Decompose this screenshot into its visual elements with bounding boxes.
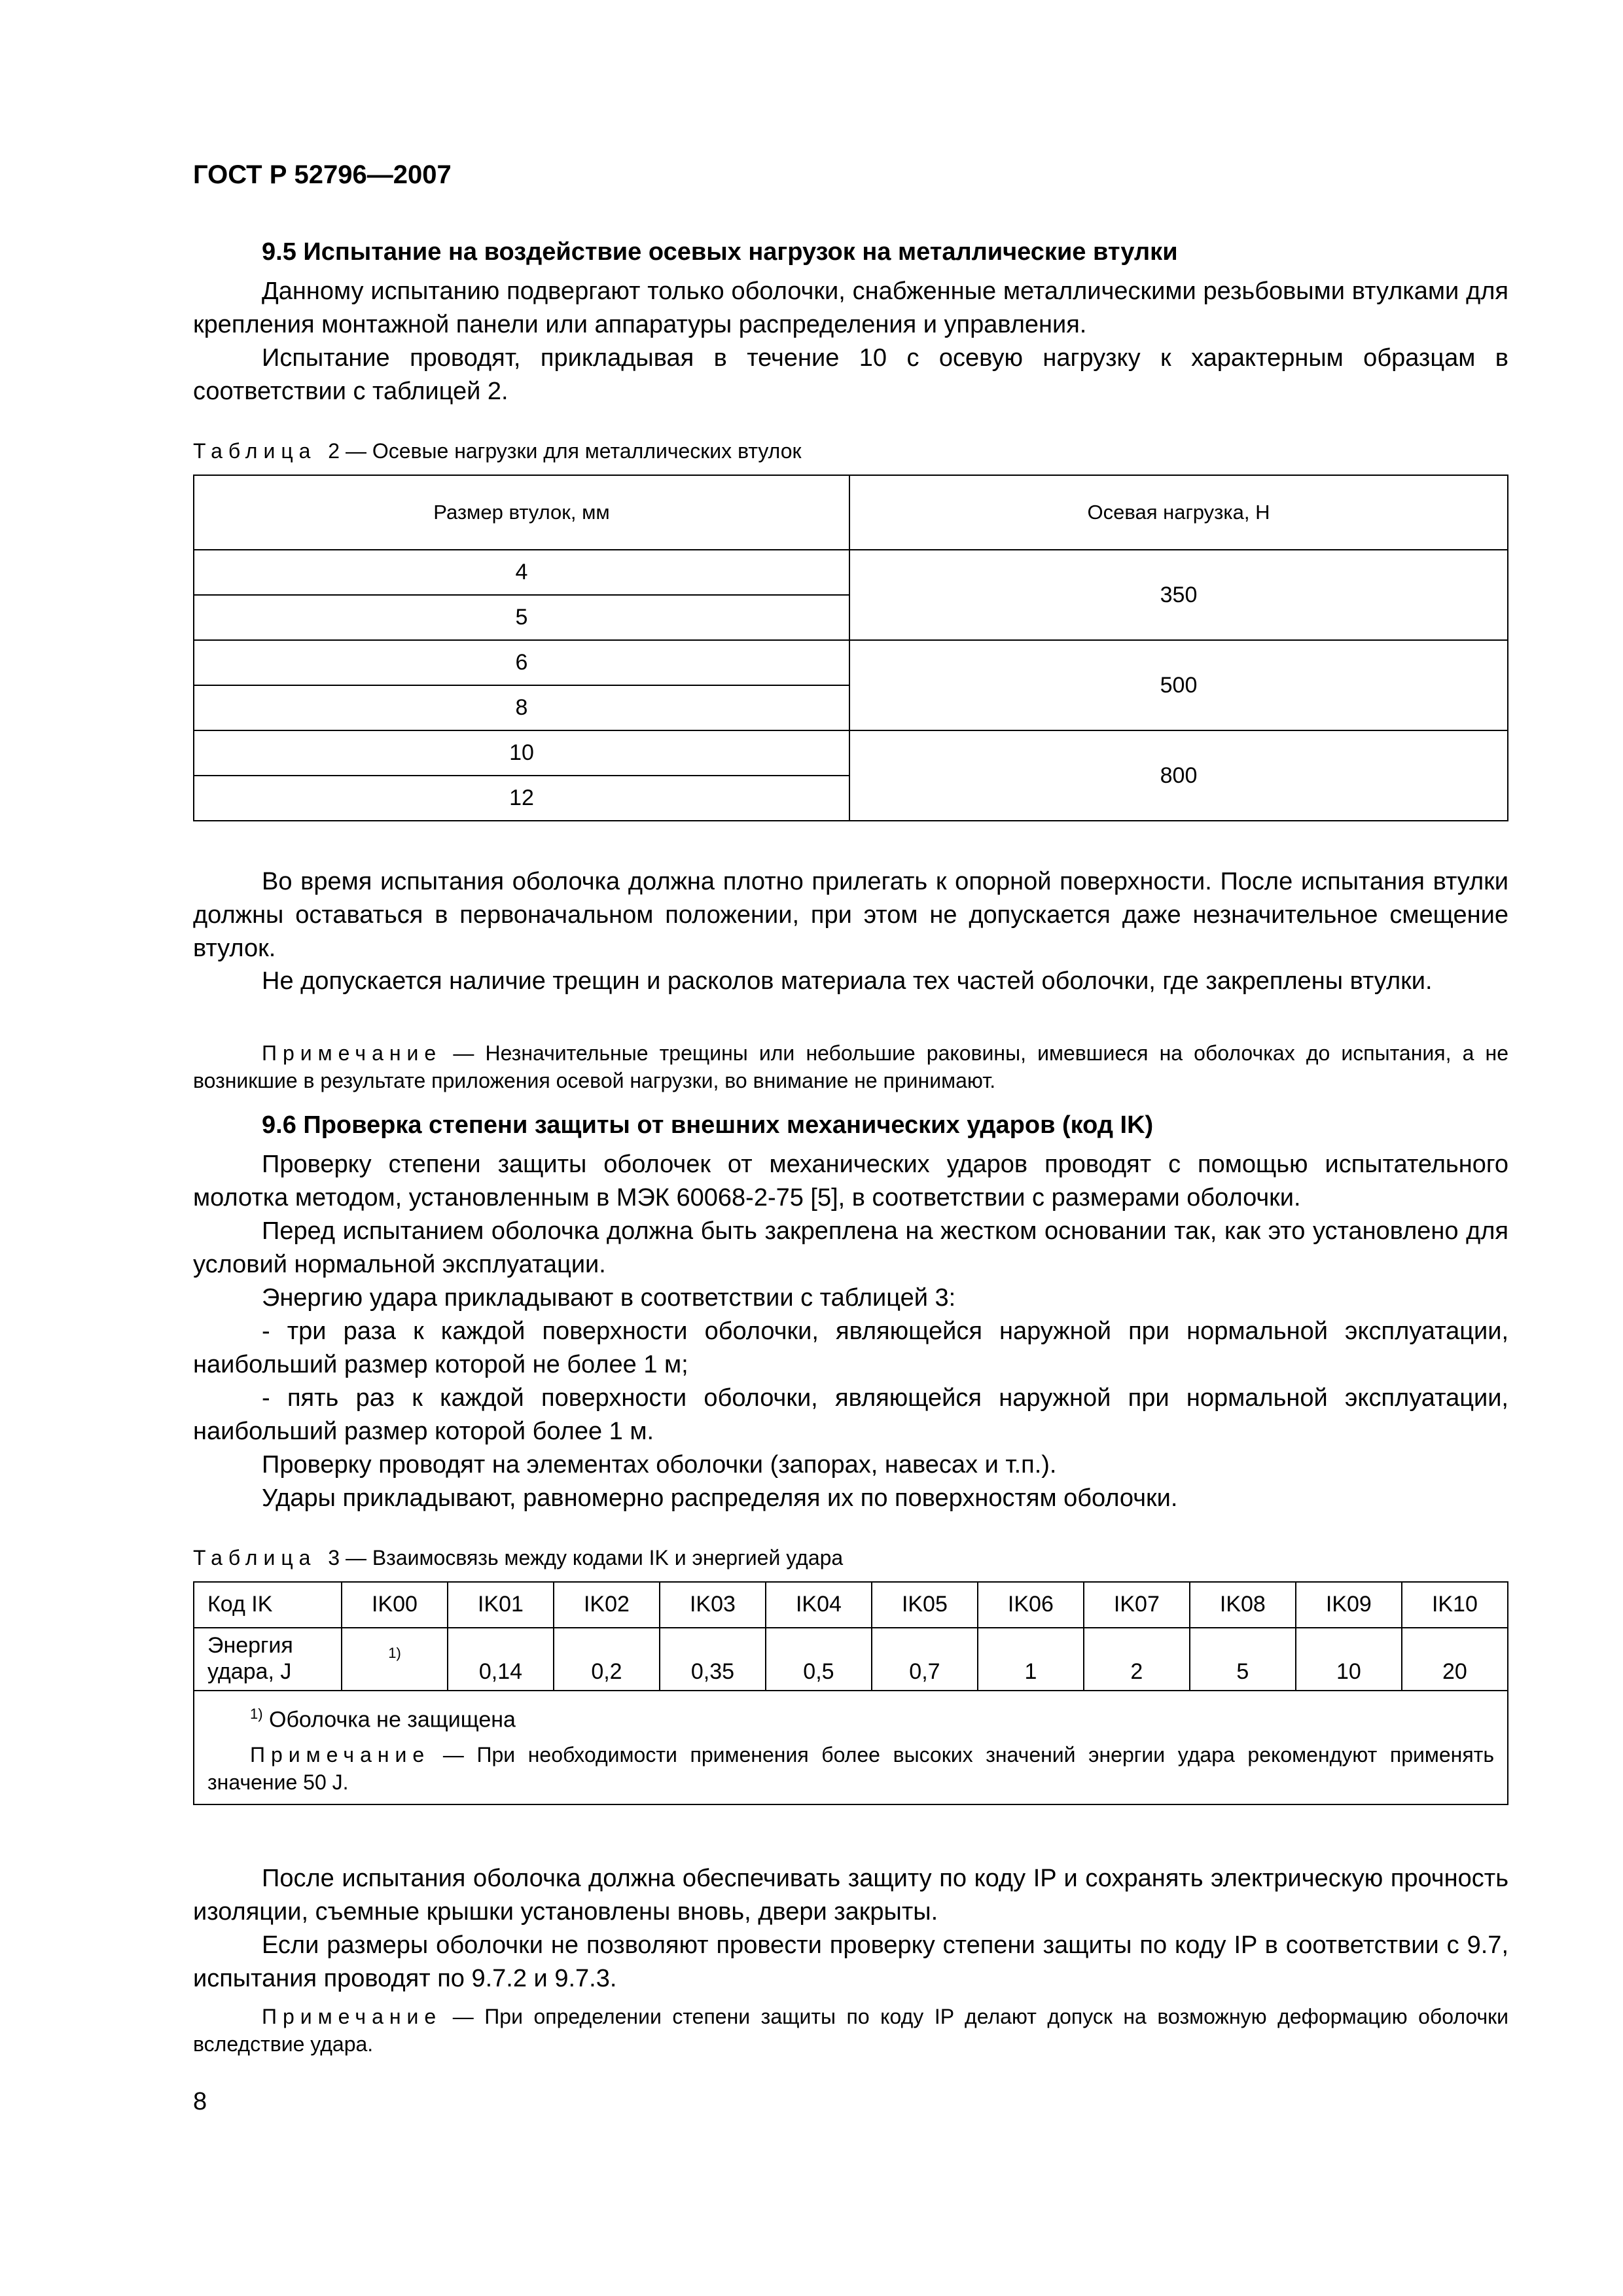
table-3-footer [194, 1691, 1508, 1804]
table-3-energy-cell: 0,7 [872, 1628, 978, 1691]
table-3-caption-text: 3 — Взаимосвязь между кодами IK и энергией удара [328, 1546, 844, 1570]
note-1-text: — Незначительные трещины или небольшие раковины, имевшиеся на оболочках до испытания, а не возникшие в результате приложения осевой нагрузки, во внимание не принимают. [193, 1041, 1508, 1092]
footnote-marker: 1) [250, 1706, 263, 1722]
table-2-size-cell: 8 [194, 685, 849, 730]
table-2-caption-word: Таблица [193, 439, 317, 463]
section-9-6-paragraph-1: Проверку степени защиты оболочек от механических ударов проводят с помощью испытательного молотка методом, установленным в МЭК 60068-2-75 [5], в соответствии с размерами оболочки. [193, 1151, 1508, 1211]
table-3-code-cell: IK01 [448, 1582, 554, 1628]
table-2-load-cell: 800 [849, 730, 1508, 821]
table-3-code-cell: IK07 [1084, 1582, 1190, 1628]
table-3-energy-label-line-1: Энергия [207, 1633, 293, 1658]
table-3-code-cell: IK00 [342, 1582, 448, 1628]
table-2-header-size: Размер втулок, мм [194, 475, 849, 550]
table-2-load-cell: 350 [849, 550, 1508, 640]
note-1 [193, 1039, 1508, 1094]
table-2-load-cell: 500 [849, 640, 1508, 730]
section-9-5-paragraph-2: Испытание проводят, прикладывая в течение 10 с осевую нагрузку к характерным образцам в соответствии с таблицей 2. [193, 344, 1508, 405]
table-3-code-cell: IK09 [1296, 1582, 1402, 1628]
table-3-footnote [207, 1700, 1494, 1733]
section-9-6-paragraph-2: Перед испытанием оболочка должна быть закреплена на жестком основании так, как это установлено для условий нормальной эксплуатации. [193, 1217, 1508, 1278]
table-2-size-cell: 4 [194, 550, 849, 595]
section-9-5-heading: 9.5 Испытание на воздействие осевых нагрузок на металлические втулки [262, 238, 1178, 266]
note-1-label: Примечание [262, 1041, 442, 1065]
table-3-code-cell: IK04 [766, 1582, 872, 1628]
table-3-energy-label-line-2: удара, J [207, 1659, 292, 1684]
table-3-energy-cell: 5 [1190, 1628, 1296, 1691]
table-3-energy-cell: 20 [1402, 1628, 1508, 1691]
note-3-label: Примечание [262, 2005, 442, 2028]
table-3-energy-cell: 2 [1084, 1628, 1190, 1691]
section-9-5-paragraph-1: Данному испытанию подвергают только оболочки, снабженные металлическими резьбовыми втулками для крепления монтажной панели или аппаратуры распределения и управления. [193, 278, 1508, 338]
after-table-2-paragraph-2: Не допускается наличие трещин и расколов материала тех частей оболочки, где закреплены втулки. [262, 967, 1433, 995]
page-number: 8 [193, 2088, 207, 2115]
after-table-3-paragraph-2: Если размеры оболочки не позволяют провести проверку степени защиты по коду IP в соответствии с 9.7, испытания проводят по 9.7.2 и 9.7.3. [193, 1931, 1508, 1992]
section-9-6-list-item-2: - пять раз к каждой поверхности оболочки, являющейся наружной при нормальной эксплуатации, наибольший размер которой более 1 м. [193, 1384, 1508, 1445]
note-3 [193, 2003, 1508, 2058]
section-9-6-list-item-1: - три раза к каждой поверхности оболочки, являющейся наружной при нормальной эксплуатации, наибольший размер которой не более 1 м; [193, 1318, 1508, 1378]
table-3-row-label-code: Код IK [194, 1582, 342, 1628]
table-3-energy-cell [342, 1628, 448, 1691]
table-3-code-cell: IK03 [660, 1582, 766, 1628]
table-3-row-label-energy [194, 1628, 342, 1691]
table-3-energy-cell: 10 [1296, 1628, 1402, 1691]
table-2-size-cell: 10 [194, 730, 849, 776]
section-9-6-paragraph-7: Удары прикладывают, равномерно распределяя их по поверхностям оболочки. [262, 1484, 1178, 1512]
table-3-energy-cell: 0,2 [554, 1628, 660, 1691]
table-3-caption [193, 1546, 843, 1570]
table-3-code-cell: IK06 [978, 1582, 1084, 1628]
table-3-energy-cell: 0,35 [660, 1628, 766, 1691]
table-2-caption [193, 439, 802, 463]
table-3 [193, 1581, 1508, 1805]
after-table-3-paragraph-1: После испытания оболочка должна обеспечивать защиту по коду IP и сохранять электрическую прочность изоляции, съемные крышки установлены вновь, двери закрыты. [193, 1865, 1508, 1926]
table-2-caption-text: 2 — Осевые нагрузки для металлических втулок [328, 439, 802, 463]
section-9-6-paragraph-6: Проверку проводят на элементах оболочки (запорах, навесах и т.п.). [262, 1451, 1057, 1479]
table-3-code-cell: IK05 [872, 1582, 978, 1628]
table-3-caption-word: Таблица [193, 1546, 317, 1570]
table-3-code-cell: IK10 [1402, 1582, 1508, 1628]
table-3-energy-cell: 0,14 [448, 1628, 554, 1691]
table-3-code-cell: IK02 [554, 1582, 660, 1628]
table-3-energy-cell: 1 [978, 1628, 1084, 1691]
table-2-size-cell: 6 [194, 640, 849, 685]
table-3-energy-cell: 0,5 [766, 1628, 872, 1691]
table-2-header-load: Осевая нагрузка, Н [849, 475, 1508, 550]
table-2-size-cell: 12 [194, 776, 849, 821]
section-9-6-heading: 9.6 Проверка степени защиты от внешних механических ударов (код IK) [262, 1111, 1154, 1139]
table-3-note-text: — При необходимости применения более высоких значений энергии удара рекомендуют применять значение 50 J. [207, 1743, 1494, 1795]
document-header: ГОСТ Р 52796—2007 [193, 160, 452, 189]
after-table-2-paragraph-1: Во время испытания оболочка должна плотно прилегать к опорной поверхности. После испытания втулки должны оставаться в первоначальном положении, при этом не допускается даже незначительное смещение втулок. [193, 868, 1508, 962]
table-3-code-cell: IK08 [1190, 1582, 1296, 1628]
table-3-note [207, 1741, 1494, 1796]
note-3-text: — При определении степени защиты по коду IP делают допуск на возможную деформацию оболочки вследствие удара. [193, 2005, 1508, 2056]
table-2 [193, 475, 1508, 821]
table-3-note-label: Примечание [250, 1743, 431, 1767]
table-2-size-cell: 5 [194, 595, 849, 640]
table-3-footnote-text: Оболочка не защищена [262, 1707, 516, 1732]
section-9-6-paragraph-3: Энергию удара прикладывают в соответствии с таблицей 3: [262, 1284, 956, 1312]
footnote-ref: 1) [388, 1645, 401, 1662]
